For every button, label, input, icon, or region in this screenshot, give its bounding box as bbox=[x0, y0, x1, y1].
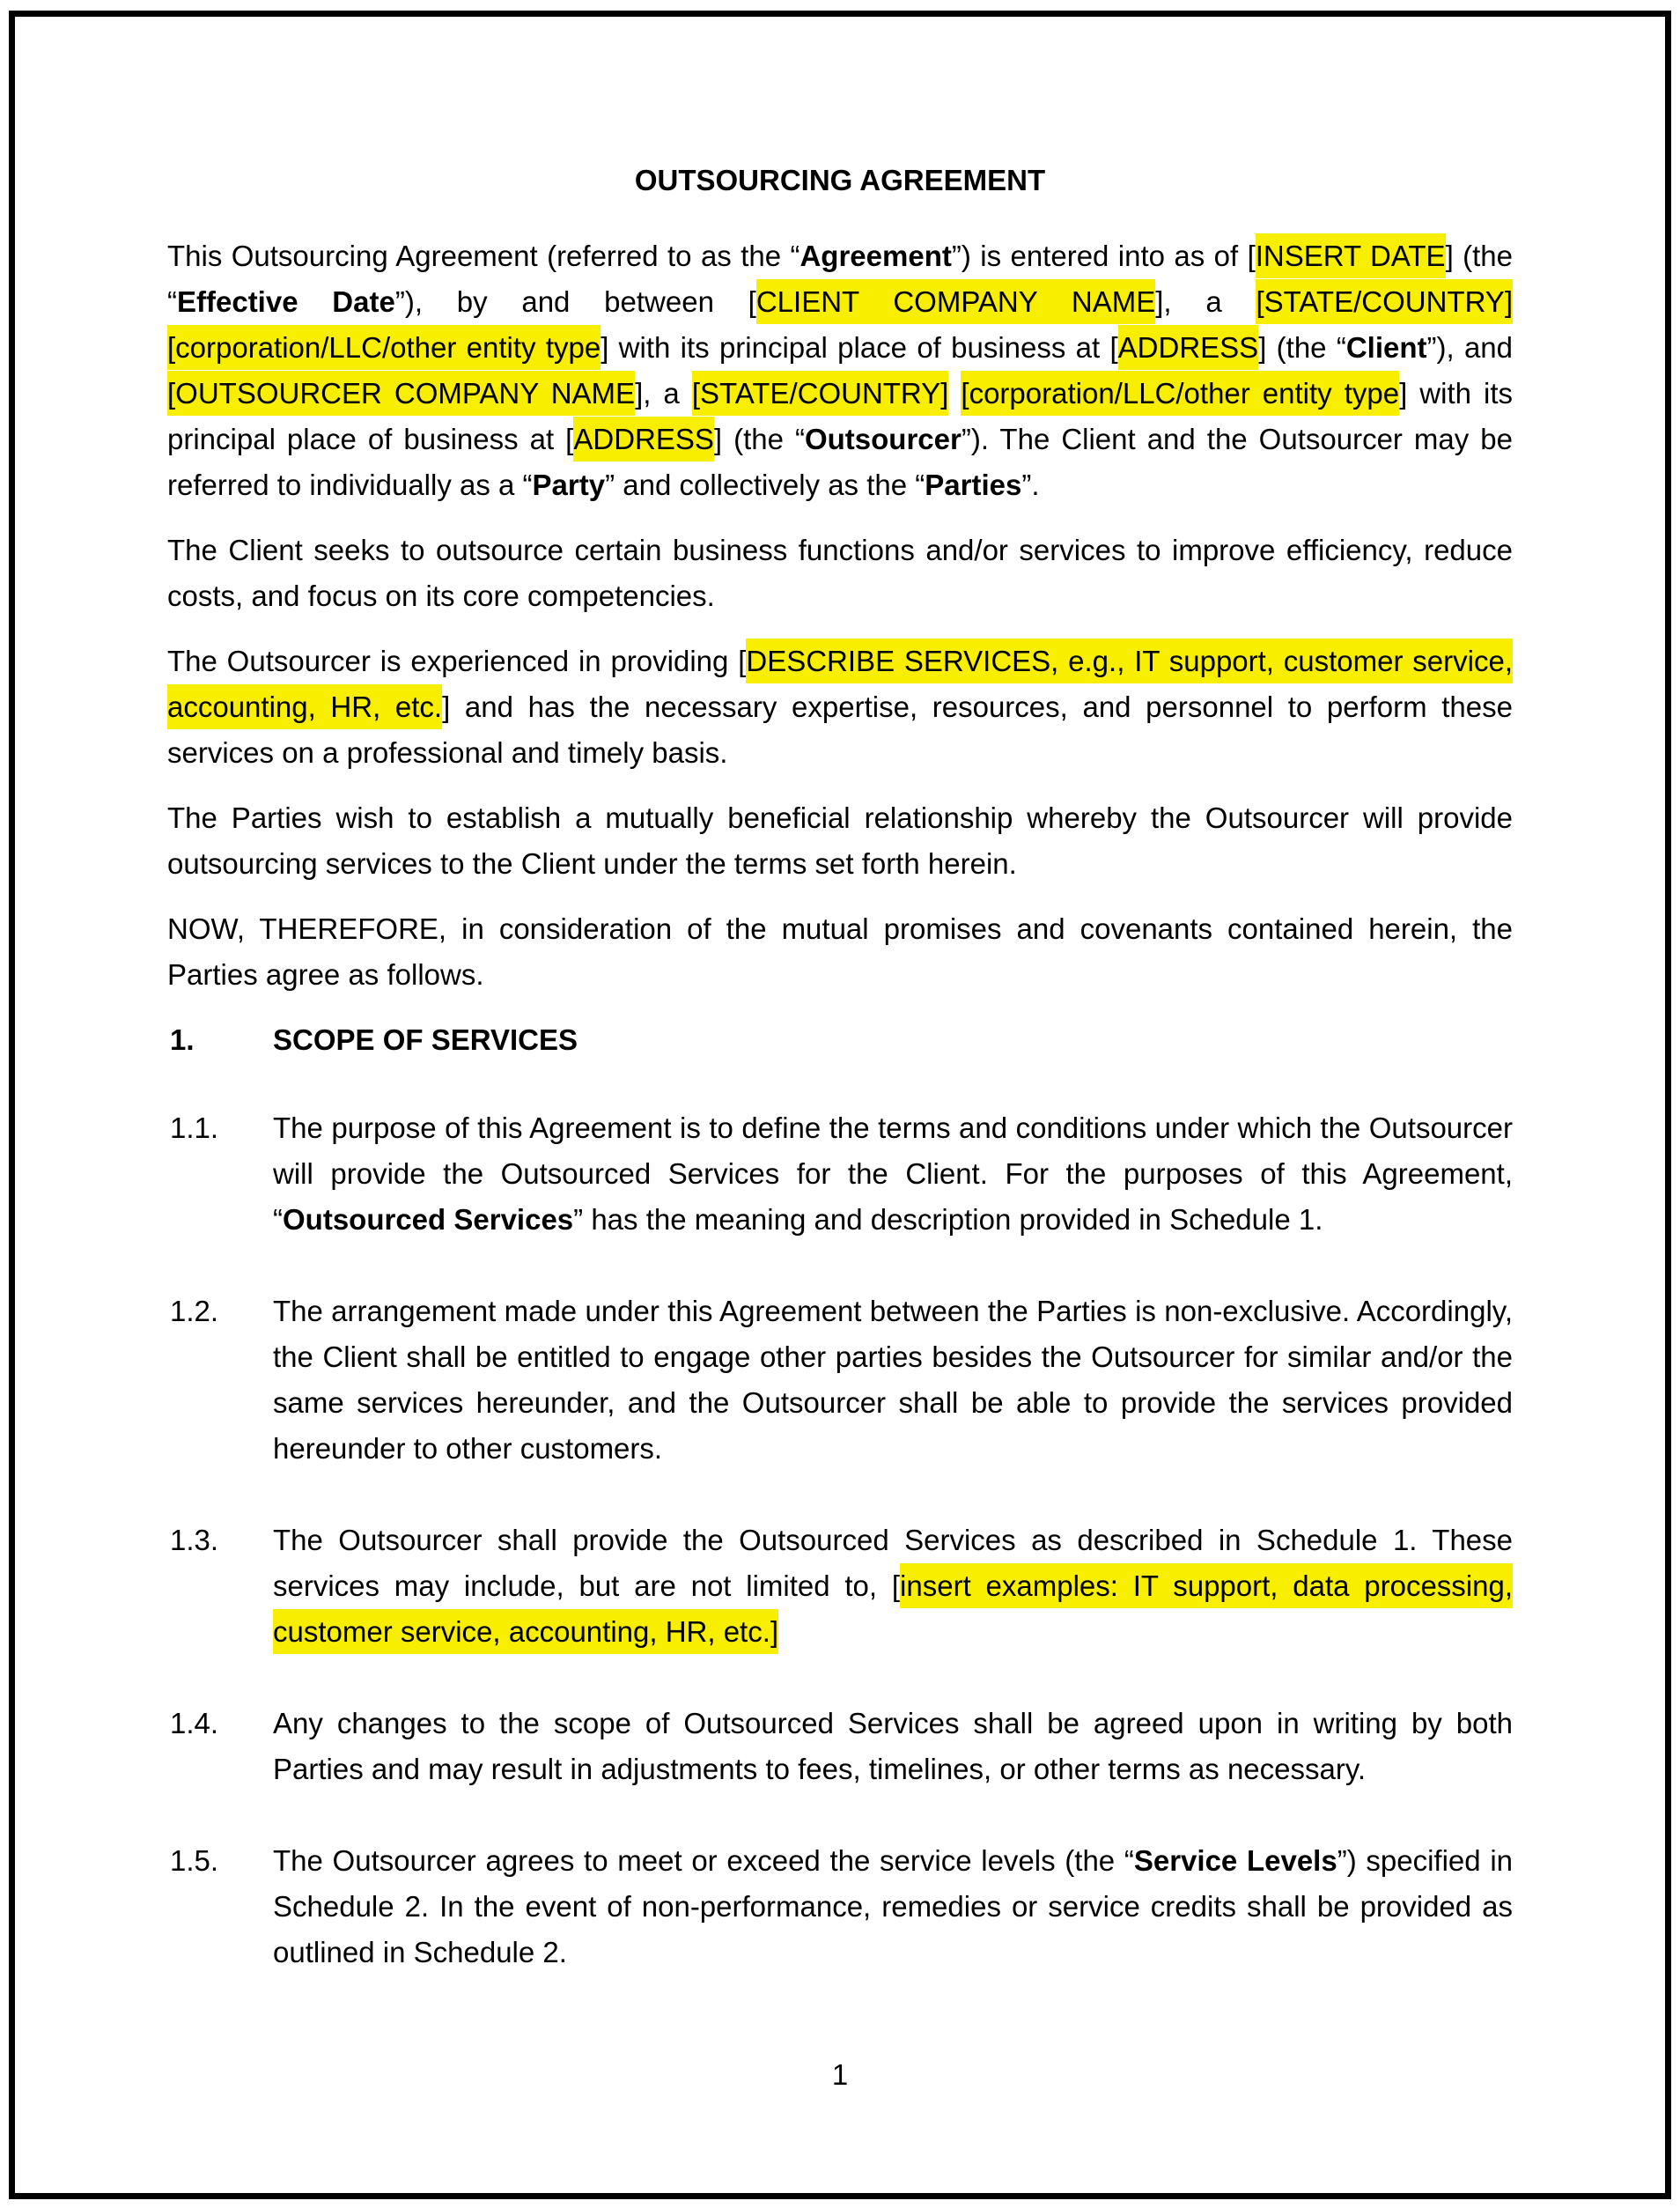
document-title: OUTSOURCING AGREEMENT bbox=[634, 164, 1046, 196]
text-run: ”), by and between [ bbox=[394, 285, 756, 318]
text-run: The arrangement made under this Agreement between the Parties is non-exclusive. Accordingly, the Client shall be entitled to engage other parties besides the Outsourcer for similar and/or the same services hereunder, and the Outsourcer shall be able to provide the services provided hereunder to other customers. bbox=[273, 1295, 1513, 1465]
highlighted-placeholder: [STATE/COUNTRY] bbox=[692, 371, 949, 416]
highlighted-placeholder: ADDRESS bbox=[1118, 325, 1259, 370]
highlighted-placeholder: INSERT DATE bbox=[1256, 233, 1446, 278]
text-run: ], a bbox=[1155, 285, 1256, 318]
text-run: ] with its principal place of business at [ bbox=[167, 377, 1513, 455]
text-run: The Outsourcer is experienced in providing [ bbox=[167, 645, 747, 677]
text-run: ”) specified in Schedule 2. In the event of non-performance, remedies or service credits shall be provided as outlined in Schedule 2. bbox=[273, 1844, 1514, 1968]
page-number: 1 bbox=[831, 2058, 849, 2091]
text-run: ”) is entered into as of [ bbox=[951, 240, 1256, 272]
text-run: The Client seeks to outsource certain business functions and/or services to improve efficiency, reduce costs, and focus on its core competencies. bbox=[167, 534, 1513, 612]
bold-text: Client bbox=[1345, 331, 1427, 364]
text-run: ] (the “ bbox=[1258, 331, 1346, 364]
text-run bbox=[948, 377, 961, 410]
clause-number: 1.1. bbox=[170, 1111, 219, 1144]
text-run: ] with its principal place of business at [ bbox=[601, 331, 1118, 364]
text-run: Any changes to the scope of Outsourced Services shall be agreed upon in writing by both Parties and may result in adjustments to fees, timelines, or other terms as necessary. bbox=[273, 1707, 1513, 1785]
clause-paragraph bbox=[167, 1289, 1513, 1472]
clause-number: 1.3. bbox=[170, 1524, 219, 1556]
highlighted-placeholder: [STATE/COUNTRY] bbox=[1256, 279, 1513, 324]
clause-paragraph bbox=[167, 1701, 1513, 1792]
paragraph bbox=[167, 233, 1513, 508]
text-run: ”), and bbox=[1426, 331, 1514, 364]
paragraph bbox=[167, 906, 1513, 998]
text-run: The purpose of this Agreement is to define the terms and conditions under which the Outsourcer will provide the Outsourced Services for the Client. For the purposes of this Agreement, “ bbox=[273, 1111, 1513, 1236]
text-run: ], a bbox=[635, 377, 692, 410]
highlighted-placeholder: [OUTSOURCER COMPANY NAME bbox=[167, 371, 635, 416]
bold-text: Service Levels bbox=[1133, 1844, 1337, 1877]
text-run: ] (the “ bbox=[713, 423, 805, 455]
text-run: ” has the meaning and description provided in Schedule 1. bbox=[573, 1203, 1323, 1236]
bold-text: Outsourcer bbox=[804, 423, 962, 455]
paragraph bbox=[167, 528, 1513, 619]
highlighted-placeholder: [corporation/LLC/other entity type bbox=[167, 325, 601, 370]
clause-number: 1.2. bbox=[170, 1295, 219, 1327]
bold-text: Agreement bbox=[799, 240, 952, 272]
text-run: ”. bbox=[1021, 469, 1040, 501]
clause-number: 1.5. bbox=[170, 1844, 219, 1877]
document-content bbox=[167, 15, 1513, 2021]
bold-text: Parties bbox=[925, 469, 1022, 501]
bold-text: Outsourced Services bbox=[283, 1203, 574, 1236]
text-run: This Outsourcing Agreement (referred to as the “ bbox=[167, 240, 800, 272]
text-run: The Parties wish to establish a mutually beneficial relationship whereby the Outsourcer will provide outsourcing services to the Client under the terms set forth herein. bbox=[167, 801, 1513, 880]
highlighted-placeholder: [corporation/LLC/other entity type bbox=[961, 371, 1399, 416]
text-run: NOW, THEREFORE, in consideration of the mutual promises and covenants contained herein, the Parties agree as follows. bbox=[167, 912, 1513, 991]
text-run: ] (the “ bbox=[167, 240, 1513, 318]
paragraph bbox=[167, 639, 1513, 776]
section-title: SCOPE OF SERVICES bbox=[273, 1023, 578, 1056]
clause-paragraph bbox=[167, 1518, 1513, 1655]
section-number: 1. bbox=[170, 1023, 195, 1056]
bold-text: Effective Date bbox=[177, 285, 395, 318]
bold-text: Party bbox=[532, 469, 606, 501]
highlighted-placeholder: ADDRESS bbox=[573, 417, 714, 462]
text-run: The Outsourcer shall provide the Outsourced Services as described in Schedule 1. These services may include, but are not limited to, [ bbox=[273, 1524, 1513, 1602]
section-heading bbox=[167, 1017, 1513, 1063]
text-run: ] and has the necessary expertise, resources, and personnel to perform these services on a professional and timely basis. bbox=[167, 690, 1513, 769]
highlighted-placeholder: insert examples: IT support, data processing, customer service, accounting, HR, etc.] bbox=[273, 1563, 1513, 1654]
paragraph bbox=[167, 795, 1513, 887]
clause-paragraph bbox=[167, 1105, 1513, 1243]
highlighted-placeholder: CLIENT COMPANY NAME bbox=[756, 279, 1155, 324]
document-body bbox=[167, 233, 1513, 1975]
text-run: ”). The Client and the Outsourcer may be referred to individually as a “ bbox=[167, 423, 1514, 501]
clause-paragraph bbox=[167, 1838, 1513, 1975]
highlighted-placeholder: DESCRIBE SERVICES, e.g., IT support, customer service, accounting, HR, etc. bbox=[167, 639, 1513, 729]
text-run: The Outsourcer agrees to meet or exceed the service levels (the “ bbox=[273, 1844, 1134, 1877]
clause-number: 1.4. bbox=[170, 1707, 219, 1739]
text-run: ” and collectively as the “ bbox=[605, 469, 925, 501]
